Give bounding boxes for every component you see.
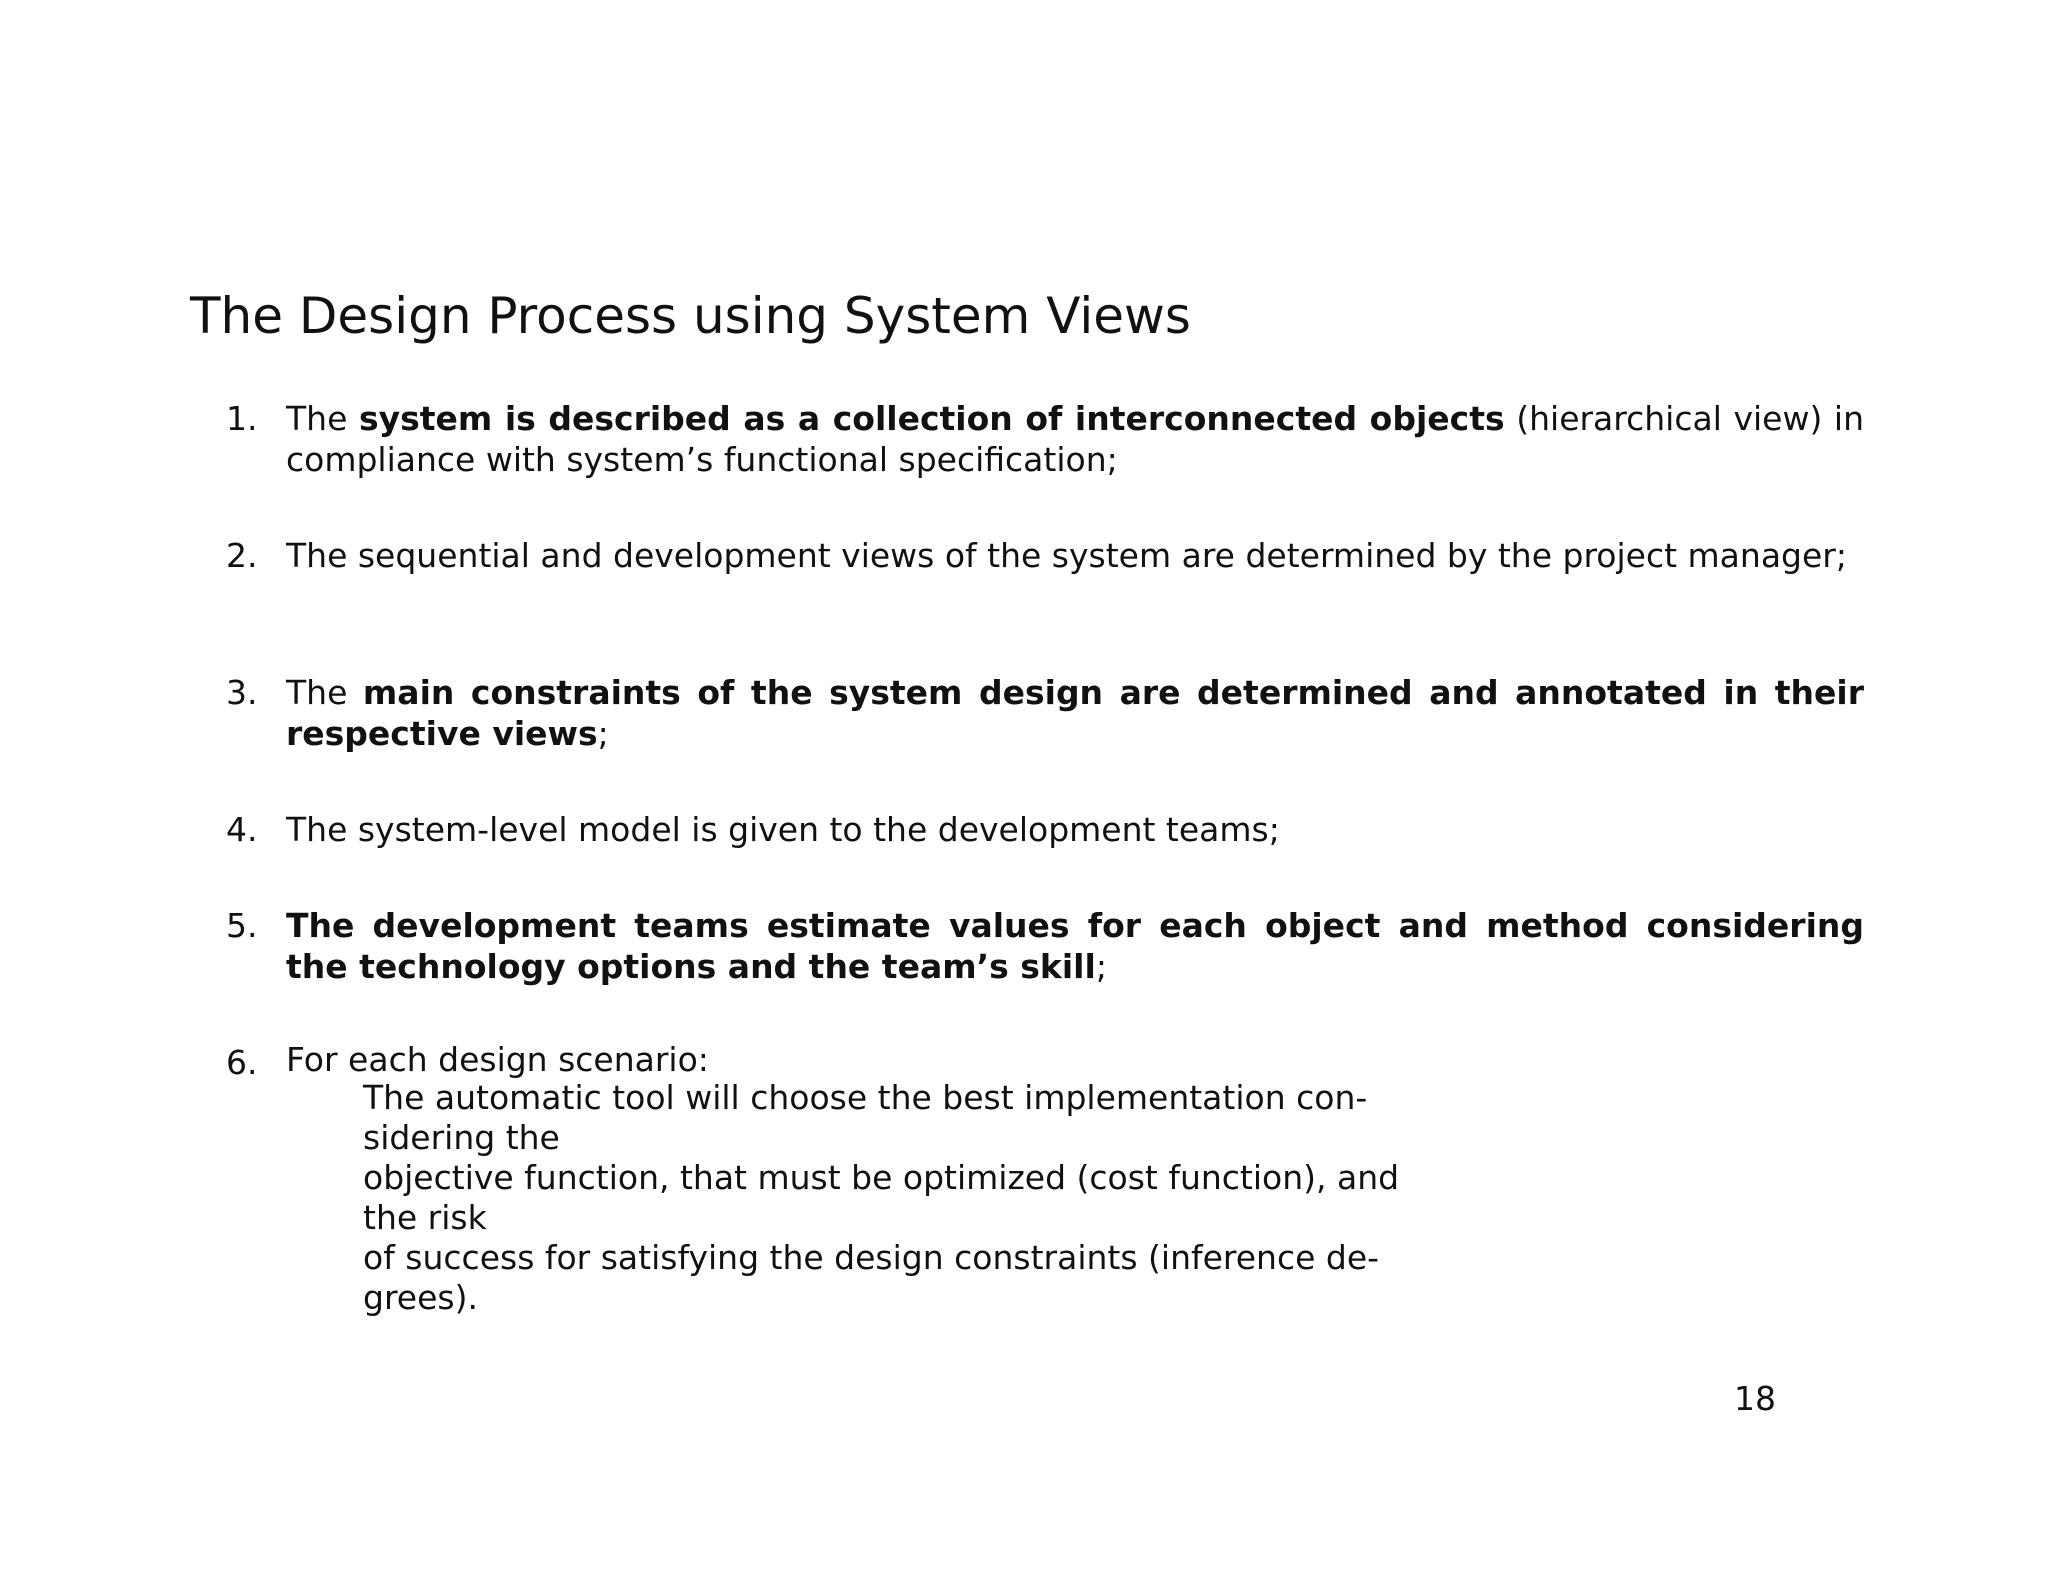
scenario-line: grees). — [363, 1278, 478, 1317]
list-item-text: The — [286, 399, 359, 438]
list-item-body — [286, 672, 1864, 754]
list-item-6 — [226, 1042, 1864, 1318]
list-item-number: 1. — [226, 399, 258, 438]
list-item-emphasis: system is described as a collection of interconnected objects — [358, 399, 1505, 438]
list-item-body — [286, 905, 1864, 987]
list-item-1 — [226, 398, 1864, 480]
list-item-emphasis: The development teams estimate values for each object and method considering the technology options and the team’s skill — [286, 906, 1864, 986]
list-item-4 — [226, 809, 1864, 850]
list-item-text: ; — [597, 714, 609, 753]
scenario-line: sidering the — [363, 1118, 560, 1157]
list-item-text: ; — [1095, 947, 1107, 986]
design-scenario-description — [363, 1078, 1498, 1318]
list-item-number: 5. — [226, 906, 258, 945]
scenario-line: The automatic tool will choose the best implementation con- — [363, 1078, 1368, 1117]
list-item-emphasis: main constraints of the system design are determined and annotated in their respective views — [286, 673, 1864, 753]
list-item-text: The — [286, 673, 363, 712]
list-item-text: (hierarchical view) in compliance with system’s functional specification; — [286, 399, 1864, 479]
list-item-body — [286, 398, 1864, 480]
list-item-number: 3. — [226, 673, 258, 712]
list-item-number: 4. — [226, 810, 258, 849]
list-item-number: 2. — [226, 536, 258, 575]
list-item-body — [286, 1042, 1864, 1318]
list-item-text: For each design scenario: — [286, 1040, 709, 1079]
scenario-line: the risk — [363, 1198, 487, 1237]
list-item-2 — [226, 535, 1864, 576]
list-item-number: 6. — [226, 1043, 258, 1082]
page-number: 18 — [1734, 1379, 1776, 1418]
list-item-body: The sequential and development views of the system are determined by the project manager; — [286, 536, 1847, 575]
list-item-5 — [226, 905, 1864, 987]
scenario-line: of success for satisfying the design constraints (inference de- — [363, 1238, 1380, 1277]
scenario-line: objective function, that must be optimized (cost function), and — [363, 1158, 1400, 1197]
slide-title: The Design Process using System Views — [190, 287, 1191, 345]
list-item-body: The system-level model is given to the development teams; — [286, 810, 1280, 849]
list-item-3 — [226, 672, 1864, 754]
